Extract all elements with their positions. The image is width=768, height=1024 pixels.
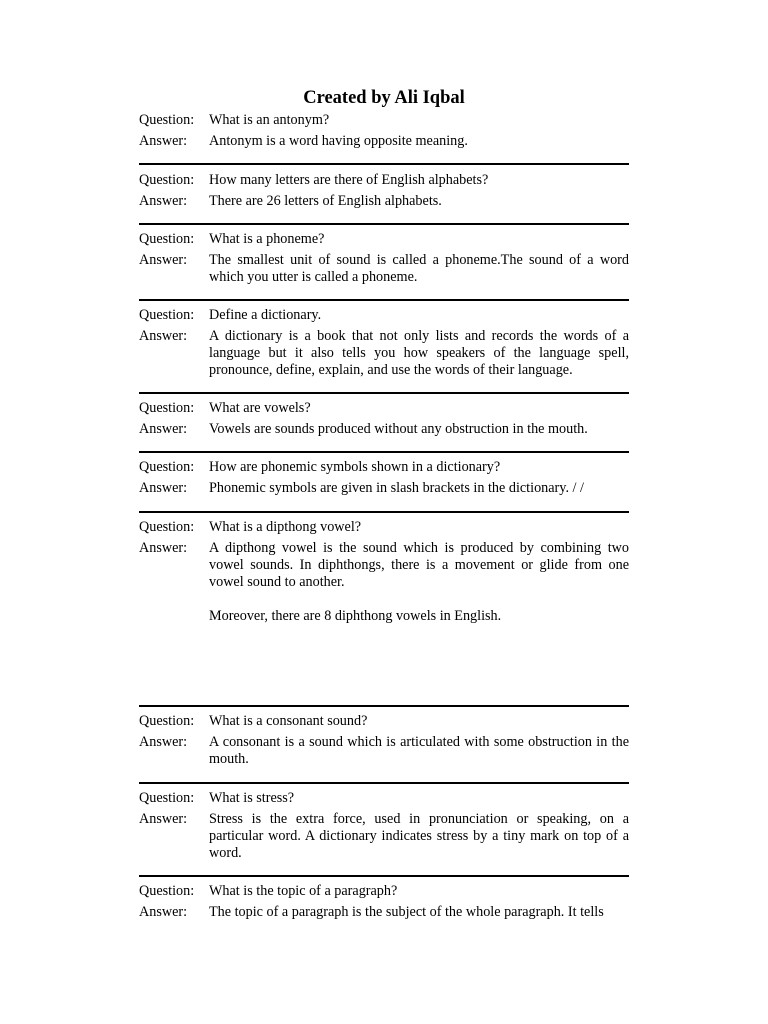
qa-entry: [139, 883, 629, 921]
question-row: [139, 307, 629, 324]
answer-row: [139, 421, 629, 438]
answer-row: [139, 133, 629, 150]
answer-row: [139, 734, 629, 768]
answer-text: Phonemic symbols are given in slash brackets in the dictionary. / /: [209, 479, 584, 496]
question-label: Question:: [139, 519, 195, 535]
question-label: Question:: [139, 400, 195, 416]
answer-label: Answer:: [139, 251, 188, 268]
question-text: What is an antonym?: [209, 112, 330, 128]
question-text: What is stress?: [209, 790, 295, 806]
qa-entry: [139, 307, 629, 379]
qa-entry: [139, 459, 629, 497]
section-divider: [139, 223, 629, 225]
answer-label: Answer:: [139, 192, 188, 209]
question-text: How many letters are there of English alphabets?: [209, 172, 489, 188]
question-row: [139, 231, 629, 248]
question-text: Define a dictionary.: [209, 307, 322, 323]
question-text: What is a phoneme?: [209, 231, 325, 247]
question-text: What are vowels?: [209, 400, 311, 416]
answer-row: [139, 904, 629, 921]
qa-entry: [139, 790, 629, 862]
section-divider: [139, 705, 629, 707]
answer-text: Stress is the extra force, used in pronunciation or speaking, on a particular word. A dictionary indicates stress by a tiny mark on top of a word.: [209, 810, 629, 861]
question-label: Question:: [139, 883, 195, 899]
question-row: [139, 790, 629, 807]
answer-text: A dictionary is a book that not only lists and records the words of a language but it also tells you how speakers of the language spell, pronounce, define, explain, and use the words of their language.: [209, 327, 629, 378]
question-label: Question:: [139, 112, 195, 128]
answer-text: A dipthong vowel is the sound which is produced by combining two vowel sounds. In diphthongs, there is a movement or glide from one vowel sound to another.: [209, 539, 629, 590]
question-row: [139, 519, 629, 536]
answer-label: Answer:: [139, 327, 188, 344]
question-label: Question:: [139, 459, 195, 475]
question-label: Question:: [139, 790, 195, 806]
answer-row: [139, 328, 629, 379]
answer-label: Answer:: [139, 539, 188, 556]
question-row: [139, 459, 629, 476]
page-title: Created by Ali Iqbal: [303, 88, 465, 108]
answer-row: [139, 193, 629, 210]
question-text: What is the topic of a paragraph?: [209, 883, 398, 899]
answer-label: Answer:: [139, 810, 188, 827]
question-text: What is a consonant sound?: [209, 713, 368, 729]
answer-text: The smallest unit of sound is called a phoneme.The sound of a word which you utter is called a phoneme.: [209, 251, 629, 285]
qa-entry: [139, 519, 629, 625]
section-divider: [139, 299, 629, 301]
qa-entry: [139, 172, 629, 210]
answer-text: The topic of a paragraph is the subject of the whole paragraph. It tells: [209, 903, 604, 920]
answer-text: Antonym is a word having opposite meaning.: [209, 132, 468, 149]
answer-extra-text: Moreover, there are 8 diphthong vowels in English.: [209, 607, 502, 624]
question-row: [139, 400, 629, 417]
question-row: [139, 713, 629, 730]
section-divider: [139, 392, 629, 394]
answer-body: [209, 540, 629, 625]
question-row: [139, 112, 629, 129]
answer-text: A consonant is a sound which is articulated with some obstruction in the mouth.: [209, 733, 629, 767]
section-divider: [139, 782, 629, 784]
answer-label: Answer:: [139, 903, 188, 920]
answer-label: Answer:: [139, 132, 188, 149]
answer-label: Answer:: [139, 733, 188, 750]
section-divider: [139, 451, 629, 453]
answer-label: Answer:: [139, 479, 188, 496]
question-label: Question:: [139, 172, 195, 188]
answer-text: There are 26 letters of English alphabets.: [209, 192, 442, 209]
answer-row: [139, 540, 629, 625]
answer-row: [139, 480, 629, 497]
section-divider: [139, 511, 629, 513]
question-row: [139, 172, 629, 189]
qa-entry: [139, 112, 629, 150]
question-text: What is a dipthong vowel?: [209, 519, 362, 535]
answer-text: Vowels are sounds produced without any obstruction in the mouth.: [209, 420, 588, 437]
question-label: Question:: [139, 713, 195, 729]
question-label: Question:: [139, 231, 195, 247]
question-text: How are phonemic symbols shown in a dictionary?: [209, 459, 501, 475]
answer-row: [139, 252, 629, 286]
section-divider: [139, 875, 629, 877]
question-row: [139, 883, 629, 900]
qa-entry: [139, 231, 629, 286]
qa-entry: [139, 400, 629, 438]
answer-row: [139, 811, 629, 862]
question-label: Question:: [139, 307, 195, 323]
section-divider: [139, 163, 629, 165]
answer-label: Answer:: [139, 420, 188, 437]
qa-entry: [139, 713, 629, 768]
